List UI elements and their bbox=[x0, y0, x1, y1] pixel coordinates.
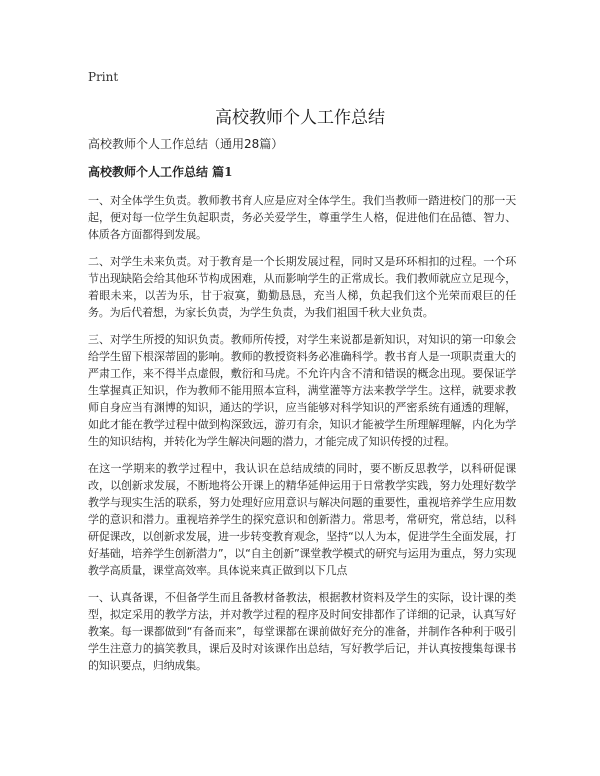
paragraph-4: 在这一学期来的教学过程中，我认识在总结成绩的同时，要不断反思教学，以科研促课改，以创新求发展，不断地将公开课上的精华延伸运用于日常教学实践，努力处理好数学教学与现实生活的联系，努力处理好应用意识与解决问题的重要性，重视培养学生应用数学的意识和潜力。重视培养学生的探究意识和创新潜力。常思考，常研究，常总结，以科研促课改，以创新求发展，进一步转变教育观念，坚持“以人为本，促进学生全面发展，打好基础，培养学生创新潜力”，以“自主创新”课堂教学模式的研究与运用为重点，努力实现教学高质量，课堂高效率。具体说来真正做到以下几点 bbox=[88, 462, 516, 577]
document-subtitle: 高校教师个人工作总结（通用28篇） bbox=[88, 137, 284, 151]
page-title: 高校教师个人工作总结 bbox=[215, 108, 385, 128]
document-body bbox=[88, 136, 516, 684]
paragraph-3: 三、对学生所授的知识负责。教师所传授，对学生来说都是新知识，对知识的第一印象会给学生留下根深蒂固的影响。教师的教授资料务必准确科学。教书育人是一项职责重大的严肃工作，来不得半点虚假，敷衍和马虎。不允许内含不清和错误的概念出现。要保证学生掌握真正知识，作为教师不能用照本宣科，满堂灌等方法来教学学生。这样，就要求教师自身应当有渊博的知识，通达的学识，应当能够对科学知识的严密系统有通透的理解，如此才能在教学过程中做到构深致远，游刃有余，知识才能被学生所理解理解，内化为学生的知识结构，并转化为学生解决问题的潜力，才能完成了知识传授的过程。 bbox=[88, 333, 516, 448]
paragraph-5: 一、认真备课，不但备学生而且备教材备教法，根据教材资料及学生的实际，设计课的类型，拟定采用的教学方法，并对教学过程的程序及时间安排都作了详细的记录，认真写好教案。每一课都做到“有备而来”，每堂课都在课前做好充分的准备，并制作各种利于吸引学生注意力的搞笑教具，课后及时对该课作出总结，写好教学后记，并认真按搜集每课书的知识要点，归纳成集。 bbox=[88, 591, 516, 672]
print-link[interactable]: Print bbox=[88, 70, 119, 84]
paragraph-2: 二、对学生未来负责。对于教育是一个长期发展过程，同时又是环环相扣的过程。一个环节出现缺陷会给其他环节构成困难，从而影响学生的正常成长。我们教师就应立足现今，着眼未来，以苦为乐，甘于寂寞，勤勤恳恳，充当人梯，负起我们这个光荣而艰巨的任务。为后代着想，为家长负责，为学生负责，为我们祖国千秋大业负责。 bbox=[88, 255, 516, 319]
paragraph-1: 一、对全体学生负责。教师教书育人应是应对全体学生。我们当教师一踏进校门的那一天起，便对每一位学生负起职责，务必关爱学生，尊重学生人格，促进他们在品德、智力、体质各方面都得到发展。 bbox=[88, 194, 516, 241]
section-heading: 高校教师个人工作总结 篇1 bbox=[88, 165, 233, 179]
